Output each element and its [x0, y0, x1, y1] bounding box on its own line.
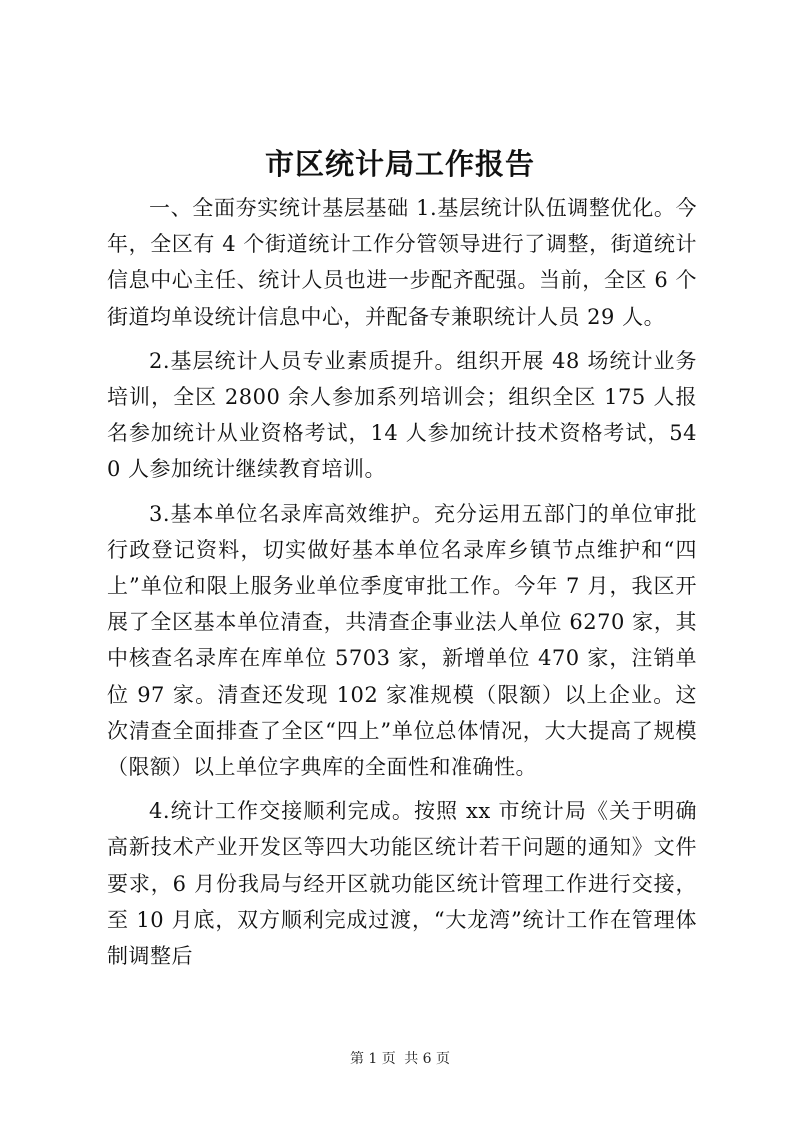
- document-title: 市区统计局工作报告: [264, 147, 535, 181]
- paragraph-1: 一、全面夯实统计基层基础 1.基层统计队伍调整优化。今年，全区有 4 个街道统计工作分管领导进行了调整，街道统计信息中心主任、统计人员也进一步配齐配强。当前，全区 6 个街道均单设统计信息中心，并配备专兼职统计人员 29 人。: [107, 196, 697, 329]
- document-body: [107, 190, 697, 974]
- page-total: 共 6 页: [404, 1051, 451, 1067]
- page-footer: [0, 1048, 800, 1068]
- paragraph-4: 4.统计工作交接顺利完成。按照 xx 市统计局《关于明确高新技术产业开发区等四大功能区统计若干问题的通知》文件要求，6 月份我局与经开区就功能区统计管理工作进行交接，至 10 月底，双方顺利完成过渡，“大龙湾”统计工作在管理体制调整后: [107, 799, 697, 969]
- page-number: 第 1 页: [349, 1051, 396, 1067]
- paragraph-2: 2.基层统计人员专业素质提升。组织开展 48 场统计业务培训，全区 2800 余人参加系列培训会；组织全区 175 人报名参加统计从业资格考试，14 人参加统计技术资格考试，540 人参加统计继续教育培训。: [107, 348, 697, 482]
- paragraph-3: 3.基本单位名录库高效维护。充分运用五部门的单位审批行政登记资料，切实做好基本单位名录库乡镇节点维护和“四上”单位和限上服务业单位季度审批工作。今年 7 月，我区开展了全区基本单位清查，共清查企事业法人单位 6270 家，其中核查名录库在库单位 5703 家，新增单位 470 家，注销单位 97 家。清查还发现 102 家准规模（限额）以上企业。这次清查全面排查了全区“四上”单位总体情况，大大提高了规模（限额）以上单位字典库的全面性和准确性。: [107, 501, 697, 780]
